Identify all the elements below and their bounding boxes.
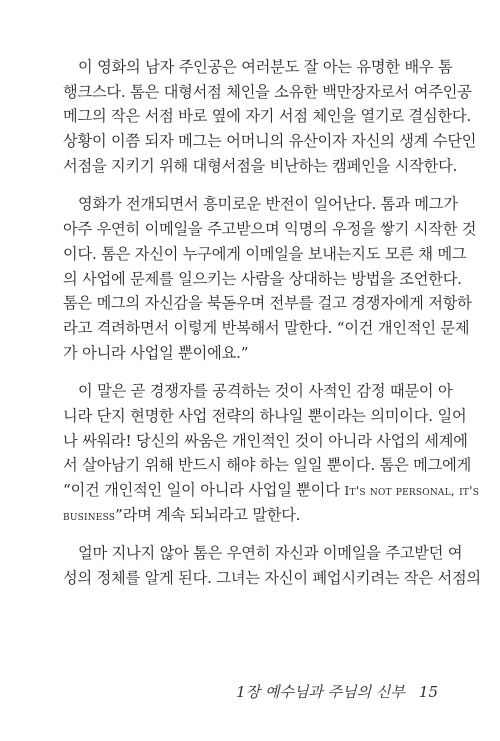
text-line: 톰은 메그의 자신감을 북돋우며 전부를 걸고 경쟁자에게 저항하	[63, 294, 472, 313]
text-line: 나 싸워라! 당신의 싸움은 개인적인 것이 아니라 사업의 세계에	[63, 431, 468, 450]
page-footer	[236, 681, 438, 702]
text-line: 행크스다. 톰은 대형서점 체인을 소유한 백만장자로서 여주인공	[63, 82, 472, 101]
text-line: 메그의 작은 서점 바로 옆에 자기 서점 체인을 열기로 결심한다.	[63, 107, 472, 126]
text-line: 의 사업에 문제를 일으키는 사람을 상대하는 방법을 조언한다.	[63, 269, 462, 288]
text-line-with-english	[63, 478, 480, 503]
text-line: 이 말은 곧 경쟁자를 공격하는 것이 사적인 감정 때문이 아	[78, 382, 453, 401]
page-number: 15	[418, 683, 438, 701]
paragraph-2	[63, 192, 477, 365]
text-line: 영화가 전개되면서 흥미로운 반전이 일어난다. 톰과 메그가	[78, 195, 458, 214]
text-line: 상황이 이쯤 되자 메그는 어머니의 유산이자 자신의 생계 수단인	[63, 132, 477, 151]
korean-quote: “이건 개인적인 일이 아니라 사업일 뿐이다	[63, 481, 340, 499]
paragraph-3	[63, 379, 480, 527]
paragraph-1	[63, 55, 477, 178]
page-body	[63, 55, 481, 605]
korean-text: ”라며 계속 되뇌라고 말한다.	[115, 505, 301, 524]
text-line: 니라 단지 현명한 사업 전략의 하나일 뿐이라는 의미이다. 일어	[63, 406, 467, 425]
text-line: 라고 격려하면서 이렇게 반복해서 말한다. “이건 개인적인 문제	[63, 318, 470, 337]
text-line-with-english	[63, 503, 440, 528]
text-line: 이다. 톰은 자신이 누구에게 이메일을 보내는지도 모른 채 메그	[63, 244, 467, 263]
text-line: 성의 정체를 알게 된다. 그녀는 자신이 폐업시키려는 작은 서점의	[63, 569, 481, 588]
chapter-title: 1장 예수님과 주님의 신부	[236, 683, 405, 701]
english-phrase: business	[63, 507, 116, 523]
english-phrase: It's not personal, it's	[344, 483, 480, 498]
text-line: 서점을 지키기 위해 대형서점을 비난하는 캠페인을 시작한다.	[63, 156, 458, 175]
text-line: 얼마 지나지 않아 톰은 우연히 자신과 이메일을 주고받던 여	[78, 544, 463, 563]
text-line: 아주 우연히 이메일을 주고받으며 익명의 우정을 쌓기 시작한 것	[63, 220, 477, 239]
text-line: 가 아니라 사업일 뿐이에요.”	[63, 343, 249, 362]
text-line: 이 영화의 남자 주인공은 여러분도 잘 아는 유명한 배우 톰	[78, 58, 453, 76]
paragraph-4	[63, 541, 481, 590]
text-line: 서 살아남기 위해 반드시 해야 하는 일일 뿐이다. 톰은 메그에게	[63, 456, 472, 475]
